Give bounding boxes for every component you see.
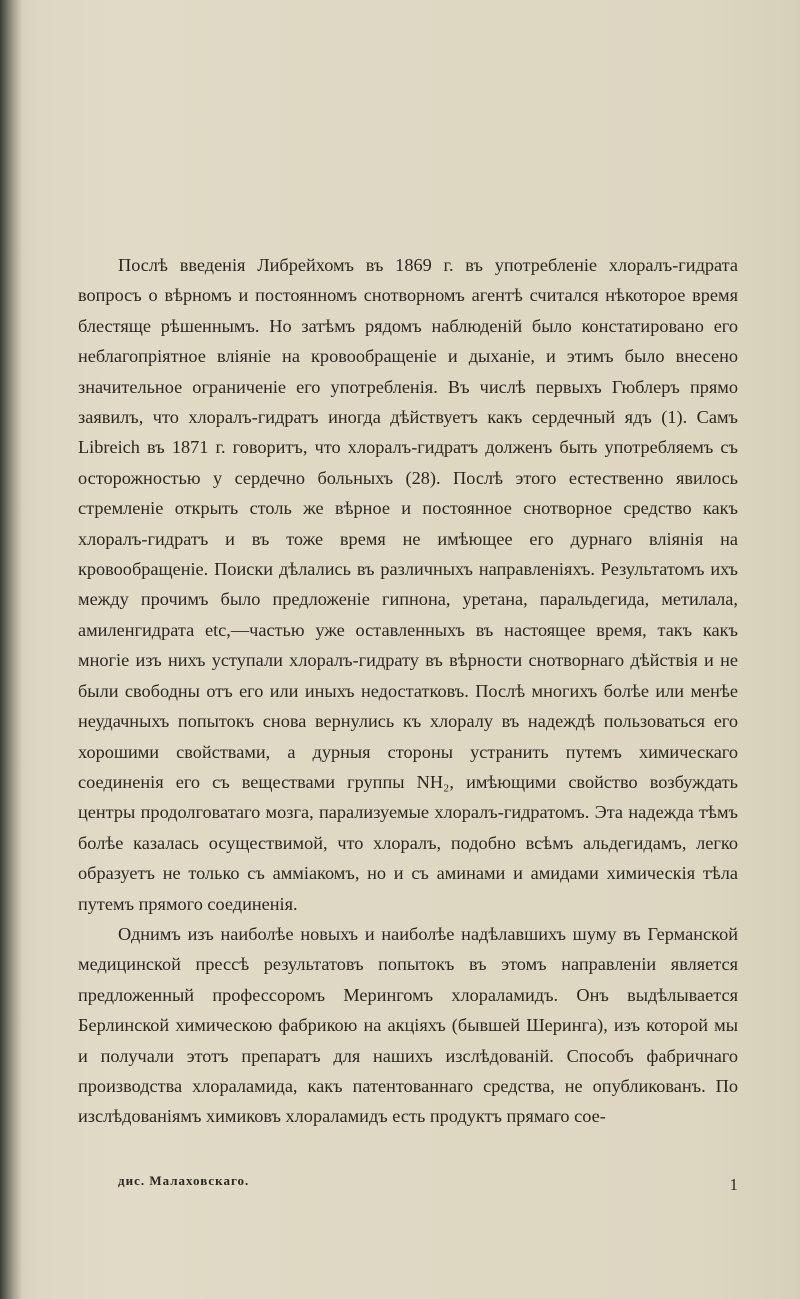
body-text (78, 250, 738, 1132)
footer-signature: дис. Малаховскаго. (118, 1173, 250, 1188)
page-footer (118, 1173, 738, 1193)
book-binding-edge (0, 0, 22, 1299)
page-number: 1 (729, 1175, 738, 1194)
paragraph-2: Однимъ изъ наиболѣе новыхъ и наиболѣе надѣлавшихъ шуму въ Германской медицинской прессѣ результатовъ попытокъ въ этомъ направленіи является предложенный профессоромъ Мерингомъ хлораламидъ. Онъ выдѣлывается Берлинской химическою фабрикою на акціяхъ (бывшей Шеринга), изъ которой мы и получали этотъ препаратъ для нашихъ изслѣдованій. Способъ фабричнаго производства хлораламида, какъ патентованнаго средства, не опубликованъ. По изслѣдованіямъ химиковъ хлораламидъ есть продуктъ прямаго сое- (78, 923, 738, 1127)
paragraph-1: Послѣ введенія Либрейхомъ въ 1869 г. въ употребленіе хлоралъ-гидрата вопросъ о вѣрномъ и постоянномъ снотворномъ агентѣ считался нѣкоторое время блестяще рѣшеннымъ. Но затѣмъ рядомъ наблюденій было констатировано его неблагопріятное вліяніе на кровообращеніе и дыханіе, и этимъ было внесено значительное ограниченіе его употребленія. Въ числѣ первыхъ Гюблеръ прямо заявилъ, что хлоралъ-гидратъ иногда дѣйствуетъ какъ сердечный ядъ (1). Самъ Libreich въ 1871 г. говоритъ, что хлоралъ-гидратъ долженъ быть употребляемъ съ осторожностью у сердечно больныхъ (28). Послѣ этого естественно явилось стремленіе открыть столь же вѣрное и постоянное снотворное средство какъ хлоралъ-гидратъ и въ тоже время не имѣющее его дурнаго вліянія на кровообращеніе. Поиски дѣлались въ различныхъ направленіяхъ. Результатомъ ихъ между прочимъ было предложеніе гипнона, уретана, паральдегида, метилала, амиленгидрата etc,—частью уже оставленныхъ въ настоящее время, такъ какъ многіе изъ нихъ уступали хлоралъ-гидрату въ вѣрности снотворнаго дѣйствія и не были свободны отъ его или иныхъ недостатковъ. Послѣ многихъ болѣе или менѣе неудачныхъ попытокъ снова вернулись къ хлоралу въ надеждѣ пользоваться его хорошими свойствами, а дурныя стороны устранить путемъ химическаго соединенія его съ веществами группы NH₂, имѣющими свойство возбуждать центры продолговатаго мозга, парализуемые хлоралъ-гидратомъ. Эта надежда тѣмъ болѣе казалась осуществимой, что хлоралъ, подобно всѣмъ альдегидамъ, легко образуетъ не только съ амміакомъ, но и съ аминами и амидами химическія тѣла путемъ прямого соединенія. (78, 255, 738, 914)
